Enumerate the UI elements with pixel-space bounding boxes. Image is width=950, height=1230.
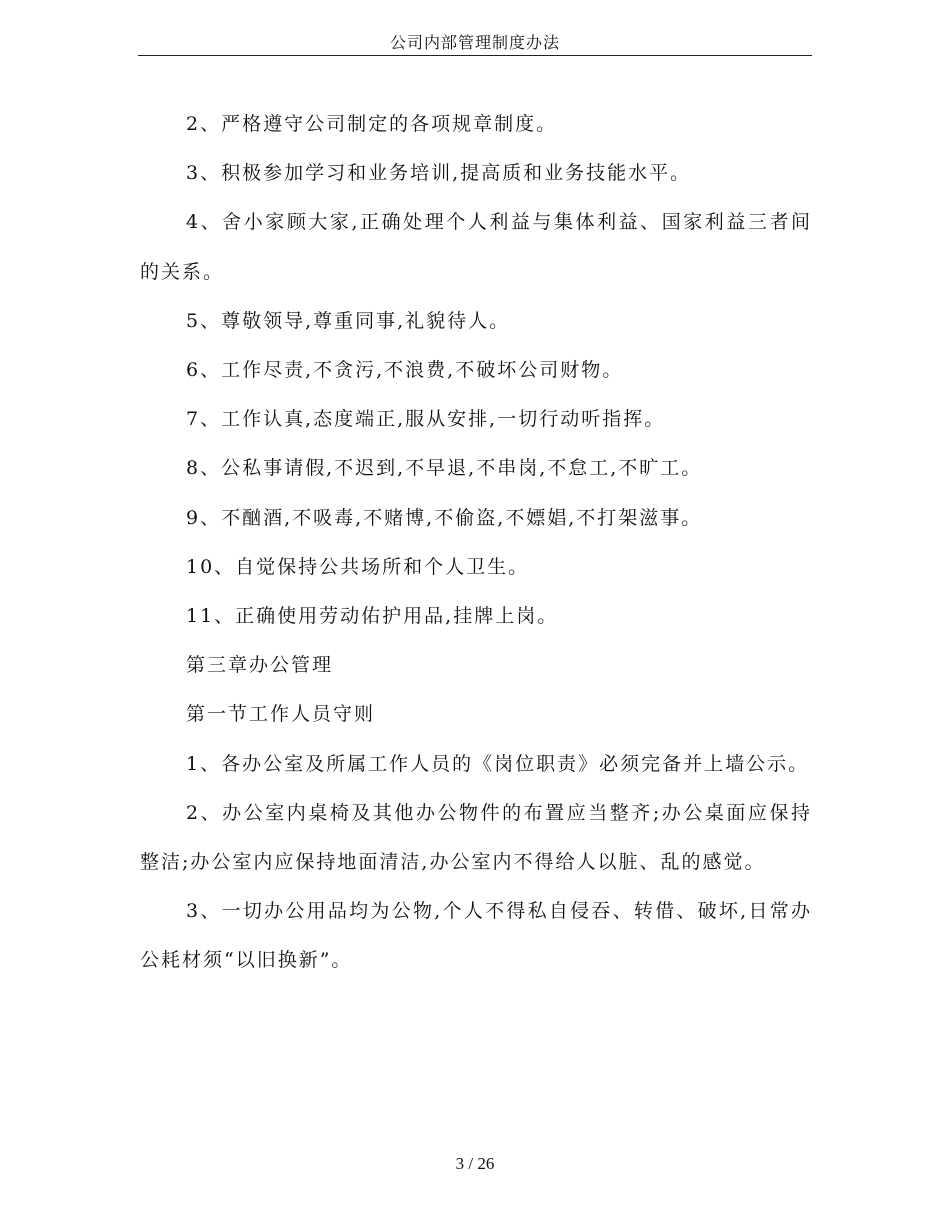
page-number: 3 / 26 xyxy=(455,1154,495,1173)
paragraph-office-rule-2: 2、办公室内桌椅及其他办公物件的布置应当整齐;办公桌面应保持整洁;办公室内应保持地面清洁,办公室内不得给人以脏、乱的感觉。 xyxy=(140,801,812,874)
paragraph-rule-5: 5、尊敬领导,尊重同事,礼貌待人。 xyxy=(186,309,511,332)
page-header-title: 公司内部管理制度办法 xyxy=(389,33,560,52)
paragraph-rule-10: 10、自觉保持公共场所和个人卫生。 xyxy=(186,555,530,578)
chapter-heading: 第三章办公管理 xyxy=(186,654,334,677)
paragraph-rule-3: 3、积极参加学习和业务培训,提高质和业务技能水平。 xyxy=(186,162,692,185)
paragraph-rule-7: 7、工作认真,态度端正,服从安排,一切行动听指挥。 xyxy=(186,408,666,431)
paragraph-office-rule-3: 3、一切办公用品均为公物,个人不得私自侵吞、转借、破坏,日常办公耗材须“以旧换新”。 xyxy=(140,900,812,972)
section-heading: 第一节工作人员守则 xyxy=(186,703,376,726)
paragraph-rule-8: 8、公私事请假,不迟到,不早退,不串岗,不怠工,不旷工。 xyxy=(186,457,703,480)
header-divider xyxy=(138,55,812,56)
paragraph-office-rule-1: 1、各办公室及所属工作人员的《岗位职责》必须完备并上墙公示。 xyxy=(186,752,810,775)
paragraph-rule-11: 11、正确使用劳动佑护用品,挂牌上岗。 xyxy=(186,605,559,628)
paragraph-rule-2: 2、严格遵守公司制定的各项规章制度。 xyxy=(186,113,558,135)
paragraph-rule-4: 4、舍小家顾大家,正确处理个人利益与集体利益、国家利益三者间的关系。 xyxy=(140,211,812,283)
document-body xyxy=(140,100,812,986)
paragraph-rule-9: 9、不酗酒,不吸毒,不赌博,不偷盗,不嫖娼,不打架滋事。 xyxy=(186,506,703,529)
paragraph-rule-6: 6、工作尽责,不贪污,不浪费,不破坏公司财物。 xyxy=(186,359,624,382)
